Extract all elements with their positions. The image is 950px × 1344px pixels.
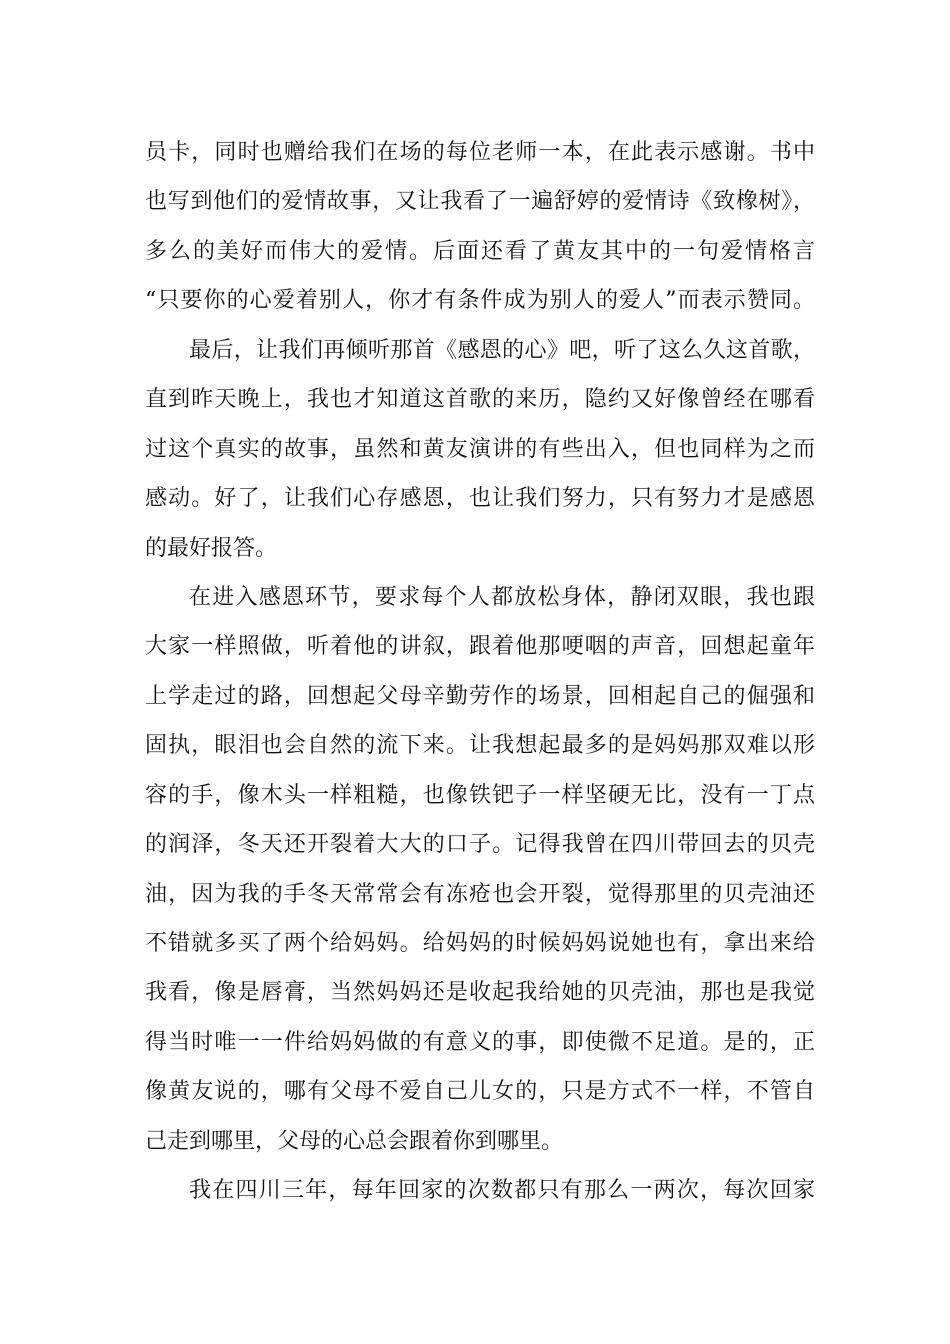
document-body <box>145 128 815 1216</box>
text-line: 上学走过的路，回想起父母辛勤劳作的场景，回相起自己的倔强和 <box>145 683 815 709</box>
text-line: 的最好报答。 <box>145 535 278 561</box>
text-line: 容的手，像木头一样粗糙，也像铁钯子一样坚硬无比，没有一丁点 <box>145 782 815 808</box>
text-line: 员卡，同时也赠给我们在场的每位老师一本，在此表示感谢。书中 <box>145 140 815 165</box>
text-line: 我看，像是唇膏，当然妈妈还是收起我给她的贝壳油，那也是我觉 <box>145 980 815 1006</box>
text-line: 过这个真实的故事，虽然和黄友演讲的有些出入，但也同样为之而 <box>145 436 815 462</box>
text-line: 多么的美好而伟大的爱情。后面还看了黄友其中的一句爱情格言 <box>145 238 815 264</box>
text-line: 大家一样照做，听着他的讲叙，跟着他那哽咽的声音，回想起童年 <box>145 634 815 660</box>
text-line: 固执，眼泪也会自然的流下来。让我想起最多的是妈妈那双难以形 <box>145 733 815 759</box>
paragraph <box>145 326 815 573</box>
text-line: 己走到哪里，父母的心总会跟着你到哪里。 <box>145 1128 564 1154</box>
text-line: 也写到他们的爱情故事，又让我看了一遍舒婷的爱情诗《致橡树》， <box>145 189 815 215</box>
text-line: 我在四川三年，每年回家的次数都只有那么一两次，每次回家 <box>189 1178 815 1204</box>
paragraph <box>145 128 815 326</box>
text-line: 最后，让我们再倾听那首《感恩的心》吧，听了这么久这首歌， <box>189 337 815 363</box>
text-line: 得当时唯一一件给妈妈做的有意义的事，即使微不足道。是的，正 <box>145 1029 815 1055</box>
paragraph <box>145 573 815 1166</box>
text-line: 油，因为我的手冬天常常会有冻疮也会开裂，觉得那里的贝壳油还 <box>145 881 815 907</box>
text-line: 在进入感恩环节，要求每个人都放松身体，静闭双眼，我也跟 <box>189 584 815 610</box>
text-line: 感动。好了，让我们心存感恩，也让我们努力，只有努力才是感恩 <box>145 486 815 512</box>
text-line: 的润泽，冬天还开裂着大大的口子。记得我曾在四川带回去的贝壳 <box>145 832 815 858</box>
text-line: 直到昨天晚上，我也才知道这首歌的来历，隐约又好像曾经在哪看 <box>145 387 815 413</box>
text-line: “只要你的心爱着别人，你才有条件成为别人的爱人”而表示赞同。 <box>145 288 815 314</box>
paragraph <box>145 1166 815 1215</box>
text-line: 像黄友说的，哪有父母不爱自己儿女的，只是方式不一样，不管自 <box>145 1079 815 1105</box>
text-line: 不错就多买了两个给妈妈。给妈妈的时候妈妈说她也有，拿出来给 <box>145 931 815 956</box>
